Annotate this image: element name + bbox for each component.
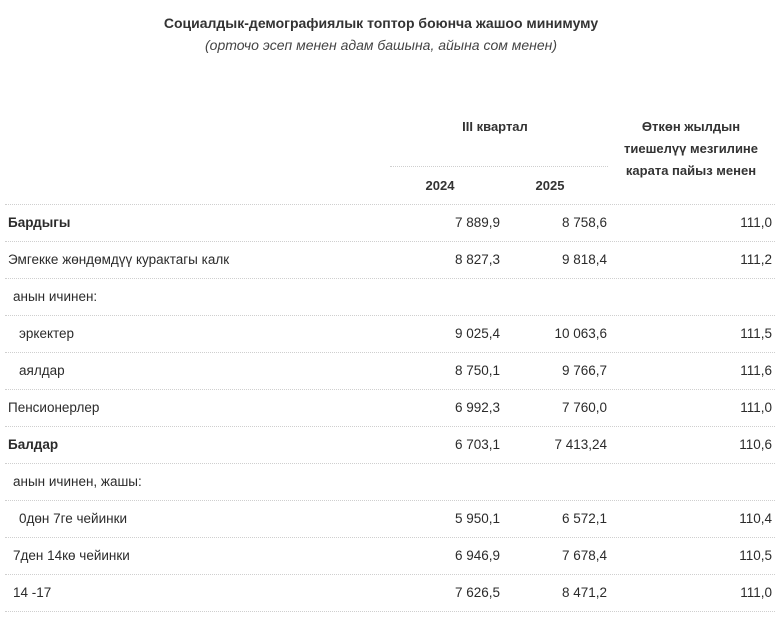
cell-2025: 7 678,4 [561, 548, 607, 563]
table-row [5, 464, 775, 501]
cell-percent: 111,0 [740, 585, 772, 600]
cell-percent: 111,0 [740, 215, 772, 230]
cell-2024: 8 827,3 [454, 252, 500, 267]
cell-2024: 5 950,1 [454, 511, 500, 526]
cell-2025: 8 758,6 [561, 215, 607, 230]
header-quarter: III квартал [462, 119, 528, 134]
header-percent [612, 116, 770, 182]
row-label: Бардыгы [8, 215, 71, 230]
cell-percent: 110,6 [739, 437, 772, 452]
cell-percent: 110,4 [739, 511, 772, 526]
table-body [5, 205, 775, 612]
table-row [5, 316, 775, 353]
cell-2024: 6 992,3 [454, 400, 500, 415]
row-label: аялдар [19, 363, 65, 378]
table-row [5, 538, 775, 575]
row-label: анын ичинен: [13, 289, 98, 304]
cell-2025: 10 063,6 [554, 326, 607, 341]
header-divider [390, 166, 608, 167]
table-row [5, 279, 775, 316]
cell-2024: 9 025,4 [454, 326, 500, 341]
header-year-2024: 2024 [425, 178, 455, 193]
row-label: Балдар [8, 437, 59, 452]
row-label: Пенсионерлер [8, 400, 100, 415]
cell-percent: 111,2 [740, 252, 772, 267]
cell-2024: 6 703,1 [454, 437, 500, 452]
cell-percent: 110,5 [739, 548, 772, 563]
row-label: анын ичинен, жашы: [13, 474, 142, 489]
row-label: 7ден 14кө чейинки [13, 548, 130, 563]
table-row [5, 242, 775, 279]
table-row [5, 390, 775, 427]
row-label: Эмгекке жөндөмдүү курактагы калк [8, 252, 230, 267]
cell-percent: 111,5 [740, 326, 772, 341]
cell-2025: 6 572,1 [561, 511, 607, 526]
row-label: 0дөн 7ге чейинки [19, 511, 128, 526]
header-year-2025: 2025 [535, 178, 565, 193]
header-percent-line-2: тиешелүү мезгилине [623, 141, 759, 156]
cell-2025: 7 760,0 [561, 400, 607, 415]
cell-2025: 8 471,2 [561, 585, 607, 600]
cell-2025: 9 766,7 [561, 363, 607, 378]
cell-percent: 111,0 [740, 400, 772, 415]
header-percent-line-3: карата пайыз менен [625, 163, 757, 178]
cell-percent: 111,6 [740, 363, 772, 378]
cell-2024: 8 750,1 [454, 363, 500, 378]
row-label: 14 -17 [13, 585, 52, 600]
cell-2025: 9 818,4 [561, 252, 607, 267]
cell-2024: 6 946,9 [454, 548, 500, 563]
cell-2025: 7 413,24 [554, 437, 607, 452]
table-row [5, 575, 775, 612]
table-title: Социалдык-демографиялык топтор боюнча жашоо минимуму [163, 15, 599, 31]
table-subtitle: (орточо эсеп менен адам башына, айына сом менен) [205, 37, 557, 53]
cell-2024: 7 626,5 [454, 585, 500, 600]
table-row [5, 501, 775, 538]
table-row [5, 427, 775, 464]
row-label: эркектер [19, 326, 75, 341]
header-percent-line-1: Өткөн жылдын [641, 119, 741, 134]
table-row [5, 205, 775, 242]
table-row [5, 353, 775, 390]
cell-2024: 7 889,9 [454, 215, 500, 230]
